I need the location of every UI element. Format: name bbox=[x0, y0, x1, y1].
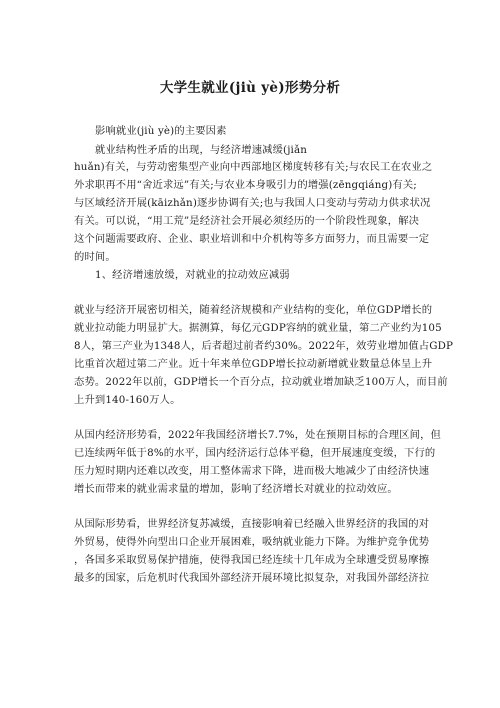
paragraph-line: 上升到140-160万人。 bbox=[74, 394, 181, 406]
paragraph-line: 这个问题需要政府、企业、职业培训和中介机构等多方面努力，而且需要一定 bbox=[74, 233, 430, 245]
paragraph-line: 就业结构性矛盾的出现，与经济增速减缓(jiǎn bbox=[95, 144, 308, 156]
paragraph-line: 有关。可以说，“用工荒”是经济社会开展必须经历的一个阶段性现象，解决 bbox=[74, 215, 420, 227]
paragraph-line: 就业拉动能力明显扩大。据测算，每亿元GDP容纳的就业量，第二产业约为105 bbox=[74, 322, 442, 334]
document-title: 大学生就业(jiù yè)形势分析 bbox=[159, 80, 341, 96]
paragraph-line: 压力短时期内还难以改变，用工整体需求下降，进而极大地减少了由经济快速 bbox=[74, 465, 430, 477]
paragraph-line: 8人，第三产业为1348人，后者超过前者约30%。2022年，效劳业增加值占GDP bbox=[74, 340, 454, 352]
paragraph-line: ，各国多采取贸易保护措施，使得我国已经连续十几年成为全球遭受贸易摩擦 bbox=[74, 554, 430, 566]
paragraph-line: huǎn)有关，与劳动密集型产业向中西部地区梯度转移有关;与农民工在农业之 bbox=[74, 161, 433, 173]
paragraph-line: 比重首次超过第二产业。近十年来单位GDP增长拉动新增就业数量总体呈上升 bbox=[74, 358, 433, 370]
paragraph-line: 态势。2022年以前，GDP增长一个百分点，拉动就业增加缺乏100万人，而目前 bbox=[74, 376, 448, 388]
paragraph-line: 增长而带来的就业需求量的增加，影响了经济增长对就业的拉动效应。 bbox=[74, 483, 398, 495]
paragraph-line: 从国际形势看，世界经济复苏减缓，直接影响着已经融入世界经济的我国的对 bbox=[74, 518, 430, 530]
paragraph-line: 与区域经济开展(kāizhǎn)逐步协调有关;也与我国人口变动与劳动力供求状况 bbox=[74, 197, 431, 209]
subsection-heading: 1、经济增速放缓，对就业的拉动效应减弱 bbox=[95, 269, 290, 281]
section-heading: 影响就业(jiù yè)的主要因素 bbox=[95, 125, 227, 137]
paragraph-line: 从国内经济形势看，2022年我国经济增长7.7%，处在预期目标的合理区间，但 bbox=[74, 429, 441, 441]
paragraph-line: 已连续两年低于8%的水平，国内经济运行总体平稳，但开展速度变缓，下行的 bbox=[74, 447, 436, 459]
paragraph-line: 外贸易，使得外向型出口企业开展困难，吸纳就业能力下降。为维护竞争优势 bbox=[74, 536, 430, 548]
paragraph-line: 最多的国家，后危机时代我国外部经济开展环境比拟复杂，对我国外部经济拉 bbox=[74, 572, 430, 584]
paragraph-line: 就业与经济开展密切相关，随着经济规模和产业结构的变化，单位GDP增长的 bbox=[74, 304, 433, 316]
paragraph-line: 的时间。 bbox=[74, 251, 116, 263]
paragraph-line: 外求职再不用“舍近求远”有关;与农业本身吸引力的增强(zēngqiáng)有关; bbox=[74, 179, 417, 191]
